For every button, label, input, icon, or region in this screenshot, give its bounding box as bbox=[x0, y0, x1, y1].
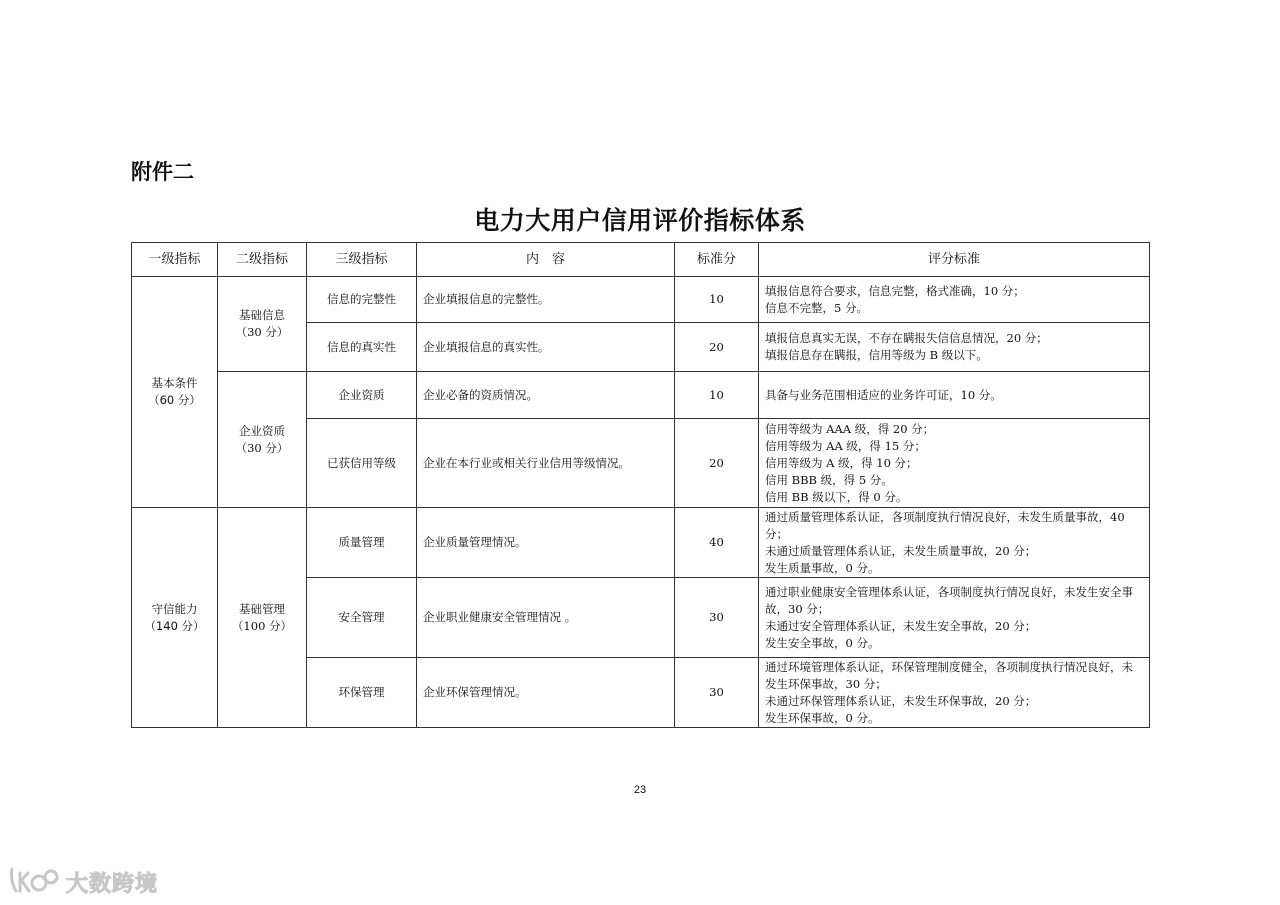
document-title: 电力大用户信用评价指标体系 bbox=[474, 206, 806, 235]
level2-name: 基础信息 bbox=[239, 308, 285, 322]
criteria-line: 通过职业健康安全管理体系认证，各项制度执行情况良好，未发生安全事故，30 分； bbox=[765, 584, 1133, 616]
criteria-line: 信用等级为 A 级，得 10 分； bbox=[765, 455, 918, 470]
criteria-line: 通过环境管理体系认证，环保管理制度健全，各项制度执行情况良好，未发生环保事故，30 分； bbox=[765, 659, 1133, 691]
level1-cell bbox=[132, 277, 218, 508]
header-level2: 二级指标 bbox=[218, 243, 307, 277]
annex-label: 附件二 bbox=[131, 160, 194, 184]
table-header-row bbox=[132, 243, 1150, 277]
level2-name: 基础管理 bbox=[239, 601, 285, 616]
level2-cell bbox=[218, 277, 307, 372]
level2-score: （30 分） bbox=[235, 325, 289, 339]
level2-name: 企业资质 bbox=[239, 423, 285, 438]
criteria-line: 具备与业务范围相适应的业务许可证，10 分。 bbox=[765, 387, 1002, 402]
level2-score: （100 分） bbox=[231, 618, 293, 633]
level3-cell: 信息的完整性 bbox=[307, 277, 417, 323]
score-cell: 10 bbox=[675, 372, 759, 419]
table-row bbox=[132, 508, 1150, 578]
criteria-cell bbox=[759, 277, 1150, 323]
criteria-line: 信用等级为 AAA 级，得 20 分； bbox=[765, 421, 935, 436]
page-number: 23 bbox=[633, 784, 647, 796]
score-cell: 30 bbox=[675, 658, 759, 728]
criteria-line: 未通过环保管理体系认证，未发生环保事故，20 分； bbox=[765, 693, 1037, 708]
level3-cell: 已获信用等级 bbox=[307, 419, 417, 508]
score-cell: 20 bbox=[675, 323, 759, 372]
content-cell: 企业必备的资质情况。 bbox=[417, 372, 675, 419]
content-cell: 企业填报信息的完整性。 bbox=[417, 277, 675, 323]
criteria-line: 信用 BB 级以下，得 0 分。 bbox=[765, 489, 908, 504]
level1-name: 守信能力 bbox=[151, 601, 198, 616]
score-cell: 20 bbox=[675, 419, 759, 508]
criteria-line: 发生质量事故，0 分。 bbox=[765, 560, 880, 575]
level3-cell: 企业资质 bbox=[307, 372, 417, 419]
content-cell: 企业环保管理情况。 bbox=[417, 658, 675, 728]
criteria-line: 信用等级为 AA 级，得 15 分； bbox=[765, 438, 926, 453]
score-cell: 10 bbox=[675, 277, 759, 323]
watermark bbox=[8, 862, 158, 902]
criteria-line: 发生环保事故，0 分。 bbox=[765, 710, 880, 725]
table-row bbox=[132, 372, 1150, 419]
level3-cell: 质量管理 bbox=[307, 508, 417, 578]
criteria-cell bbox=[759, 508, 1150, 578]
level2-score: （30 分） bbox=[235, 440, 289, 455]
criteria-cell bbox=[759, 323, 1150, 372]
level3-cell: 环保管理 bbox=[307, 658, 417, 728]
score-cell: 40 bbox=[675, 508, 759, 578]
indicator-table bbox=[131, 242, 1150, 728]
criteria-line: 信用 BBB 级，得 5 分。 bbox=[765, 472, 893, 487]
score-cell: 30 bbox=[675, 578, 759, 658]
table-row bbox=[132, 277, 1150, 323]
header-level1: 一级指标 bbox=[132, 243, 218, 277]
criteria-line: 未通过质量管理体系认证，未发生质量事故，20 分； bbox=[765, 543, 1037, 558]
level3-cell: 安全管理 bbox=[307, 578, 417, 658]
criteria-line: 信息不完整，5 分。 bbox=[765, 300, 868, 315]
level1-score: （60 分） bbox=[148, 393, 201, 407]
content-cell: 企业质量管理情况。 bbox=[417, 508, 675, 578]
brand-logo-icon bbox=[8, 863, 60, 901]
criteria-cell bbox=[759, 419, 1150, 508]
header-criteria: 评分标准 bbox=[759, 243, 1150, 277]
level1-score: （140 分） bbox=[144, 618, 205, 633]
criteria-line: 未通过安全管理体系认证，未发生安全事故，20 分； bbox=[765, 618, 1037, 633]
criteria-line: 通过质量管理体系认证，各项制度执行情况良好，未发生质量事故，40 分； bbox=[765, 509, 1125, 541]
criteria-line: 填报信息符合要求，信息完整，格式准确，10 分； bbox=[765, 283, 1025, 298]
criteria-line: 发生安全事故，0 分。 bbox=[765, 635, 880, 650]
level3-cell: 信息的真实性 bbox=[307, 323, 417, 372]
criteria-cell bbox=[759, 658, 1150, 728]
level2-cell bbox=[218, 508, 307, 728]
level2-cell bbox=[218, 372, 307, 508]
content-cell: 企业职业健康安全管理情况 。 bbox=[417, 578, 675, 658]
criteria-cell bbox=[759, 578, 1150, 658]
level1-name: 基本条件 bbox=[151, 376, 198, 390]
criteria-cell bbox=[759, 372, 1150, 419]
header-level3: 三级指标 bbox=[307, 243, 417, 277]
level1-cell bbox=[132, 508, 218, 728]
header-content: 内 容 bbox=[417, 243, 675, 277]
header-standard-score: 标准分 bbox=[675, 243, 759, 277]
criteria-line: 填报信息存在瞒报，信用等级为 B 级以下。 bbox=[765, 348, 988, 362]
content-cell: 企业填报信息的真实性。 bbox=[417, 323, 675, 372]
watermark-text: 大数跨境 bbox=[66, 871, 159, 897]
content-cell: 企业在本行业或相关行业信用等级情况。 bbox=[417, 419, 675, 508]
criteria-line: 填报信息真实无误，不存在瞒报失信信息情况，20 分； bbox=[765, 331, 1048, 345]
